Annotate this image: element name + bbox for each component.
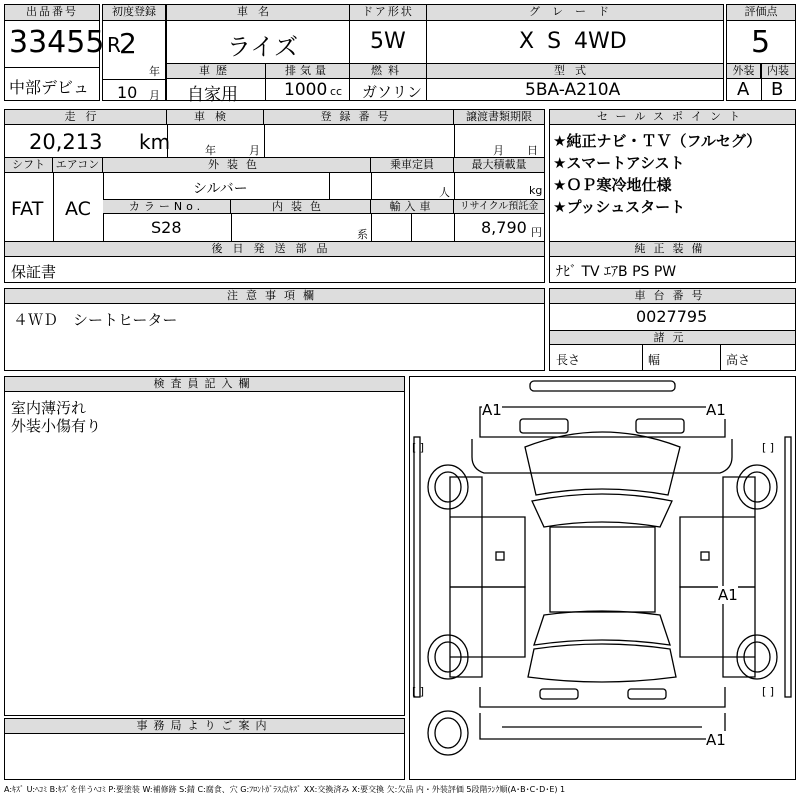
mileage-label: 走行: [5, 110, 167, 125]
displacement-unit: cc: [330, 85, 343, 98]
venue-name: 中部デビュ: [9, 78, 90, 97]
car-diagram: [409, 376, 796, 780]
interior-grade: B: [771, 79, 784, 100]
inspector-line: 外装小傷有り: [11, 417, 102, 435]
insp-year-unit: 年: [205, 144, 216, 157]
door-box: [349, 4, 427, 64]
grade-box: [426, 4, 724, 64]
car-name-box: [166, 4, 350, 64]
car-name: ライズ: [227, 33, 299, 61]
length-label: 長さ: [556, 353, 581, 367]
inspector-box: [4, 376, 405, 716]
office-label: 事務局よりご案内: [5, 719, 404, 734]
ac-value: AC: [65, 198, 91, 220]
bracket-marker: [ ]: [762, 685, 775, 698]
lot-number: 33455: [9, 25, 105, 60]
damage-mark: A1: [706, 731, 726, 749]
capacity-unit: 人: [439, 186, 450, 199]
ac-label: エアコン: [53, 158, 103, 173]
equipment-label: 純正装備: [550, 242, 795, 257]
damage-mark: A1: [706, 401, 726, 419]
model-code: 5BA-A210A: [525, 80, 621, 100]
inspection-label: 車検: [167, 110, 264, 125]
bracket-marker: [ ]: [762, 441, 775, 454]
notes-label: 注意事項欄: [5, 289, 544, 304]
mileage-value: 20,213: [29, 130, 103, 154]
damage-mark: A1: [718, 586, 738, 604]
chassis-label: 車台番号: [550, 289, 795, 304]
notes-box: [4, 288, 545, 371]
inspector-label: 検査員記入欄: [5, 377, 404, 392]
chassis-box: [549, 288, 796, 371]
transfer-day-unit: 日: [527, 144, 538, 157]
lot-box: [4, 4, 105, 101]
shift-label: シフト: [5, 158, 53, 173]
history-label: 車歴: [167, 64, 265, 79]
int-color-label: 内装色: [231, 200, 371, 214]
lot-label: 出品番号: [5, 5, 99, 21]
door-label: ドア形状: [350, 5, 426, 21]
height-label: 高さ: [726, 353, 751, 367]
damage-mark: A1: [482, 401, 502, 419]
door-value: 5W: [370, 29, 406, 54]
width-label: 幅: [648, 353, 661, 367]
specs-box: [4, 109, 545, 283]
insp-month-unit: 月: [249, 144, 260, 157]
color-no-label: カラーNo.: [103, 200, 231, 214]
history-box: [166, 63, 266, 105]
reg-month: 10: [117, 83, 138, 102]
bracket-marker: [ ]: [412, 685, 425, 698]
score-label: 評価点: [727, 5, 795, 21]
bracket-marker: [ ]: [412, 441, 425, 454]
int-color-unit: 系: [357, 228, 368, 241]
selling-points-label: セールスポイント: [550, 110, 795, 125]
inspector-line: 室内薄汚れ: [11, 399, 87, 417]
model-label: 型式: [427, 64, 723, 79]
office-box: [4, 718, 405, 780]
ext-color-label: 外装色: [103, 158, 371, 173]
capacity-label: 乗車定員: [371, 158, 454, 173]
fuel-box: [349, 63, 427, 101]
legend-text: A:ｷｽﾞ U:ﾍｺﾐ B:ｷｽﾞを伴うﾍｺﾐ P:要塗装 W:補修跡 S:錆 C:腐食、穴 G:ﾌﾛﾝﾄｶﾞﾗｽ点ｷｽﾞ XX:交換済み X:要交換 欠:欠品 内・外装評価 5段階ﾗﾝｸ順(A･B･C･D･E) 1: [4, 785, 566, 794]
car-outline-diagram: [410, 377, 795, 779]
history-value: 自家用: [187, 85, 238, 105]
fuel-value: ガソリン: [362, 83, 423, 101]
displacement-label: 排気量: [266, 64, 349, 79]
first-reg-box: [102, 4, 166, 101]
mileage-unit: km: [139, 130, 171, 154]
notes-value: ４ＷＤ シートヒーター: [13, 311, 178, 329]
color-no-value: S28: [151, 218, 182, 237]
grade-label: グレード: [427, 5, 723, 21]
plate-label: 登録番号: [264, 110, 454, 125]
year-unit: 年: [149, 65, 160, 78]
grade-value: X S 4WD: [519, 29, 627, 54]
model-box: [426, 63, 724, 101]
score-value: 5: [751, 25, 771, 60]
later-parts-label: 後日発送部品: [5, 242, 544, 257]
later-parts-value: 保証書: [11, 263, 57, 281]
ext-color-value: シルバー: [193, 181, 248, 197]
dims-label: 諸元: [550, 330, 795, 345]
score-box: [726, 4, 796, 64]
equipment-value: ﾅﾋﾞ TV ｴｱB PS PW: [556, 264, 677, 280]
selling-point-item: ★プッシュスタート: [553, 198, 686, 216]
fuel-label: 燃料: [350, 64, 426, 79]
exterior-label: 外装: [727, 64, 761, 79]
recycle-value: 8,790: [481, 218, 527, 237]
displacement-box: [265, 63, 350, 101]
recycle-label: リサイクル預託金: [454, 200, 544, 214]
ext-int-box: [726, 63, 796, 101]
selling-point-item: ★スマートアシスト: [553, 154, 685, 172]
exterior-grade: A: [737, 79, 750, 100]
import-label: 輸入車: [371, 200, 454, 214]
equipment-box: [549, 241, 796, 283]
load-unit: kg: [529, 184, 543, 197]
era: R: [107, 33, 121, 57]
first-reg-label: 初度登録: [103, 5, 165, 21]
interior-label: 内装: [761, 64, 795, 79]
recycle-unit: 円: [531, 226, 542, 239]
load-label: 最大積載量: [454, 158, 544, 173]
selling-point-item: ★純正ナビ・ＴＶ（フルセグ）: [553, 132, 762, 150]
car-name-label: 車名: [167, 5, 349, 21]
selling-point-item: ★ＯＰ寒冷地仕様: [553, 176, 672, 194]
month-unit: 月: [149, 89, 160, 102]
chassis-number: 0027795: [636, 307, 708, 326]
reg-year: 2: [119, 27, 137, 60]
transfer-label: 譲渡書類期限: [454, 110, 544, 125]
displacement-value: 1000: [284, 80, 328, 100]
shift-value: FAT: [11, 198, 44, 220]
selling-points-box: [549, 109, 796, 242]
transfer-month-unit: 月: [493, 144, 504, 157]
